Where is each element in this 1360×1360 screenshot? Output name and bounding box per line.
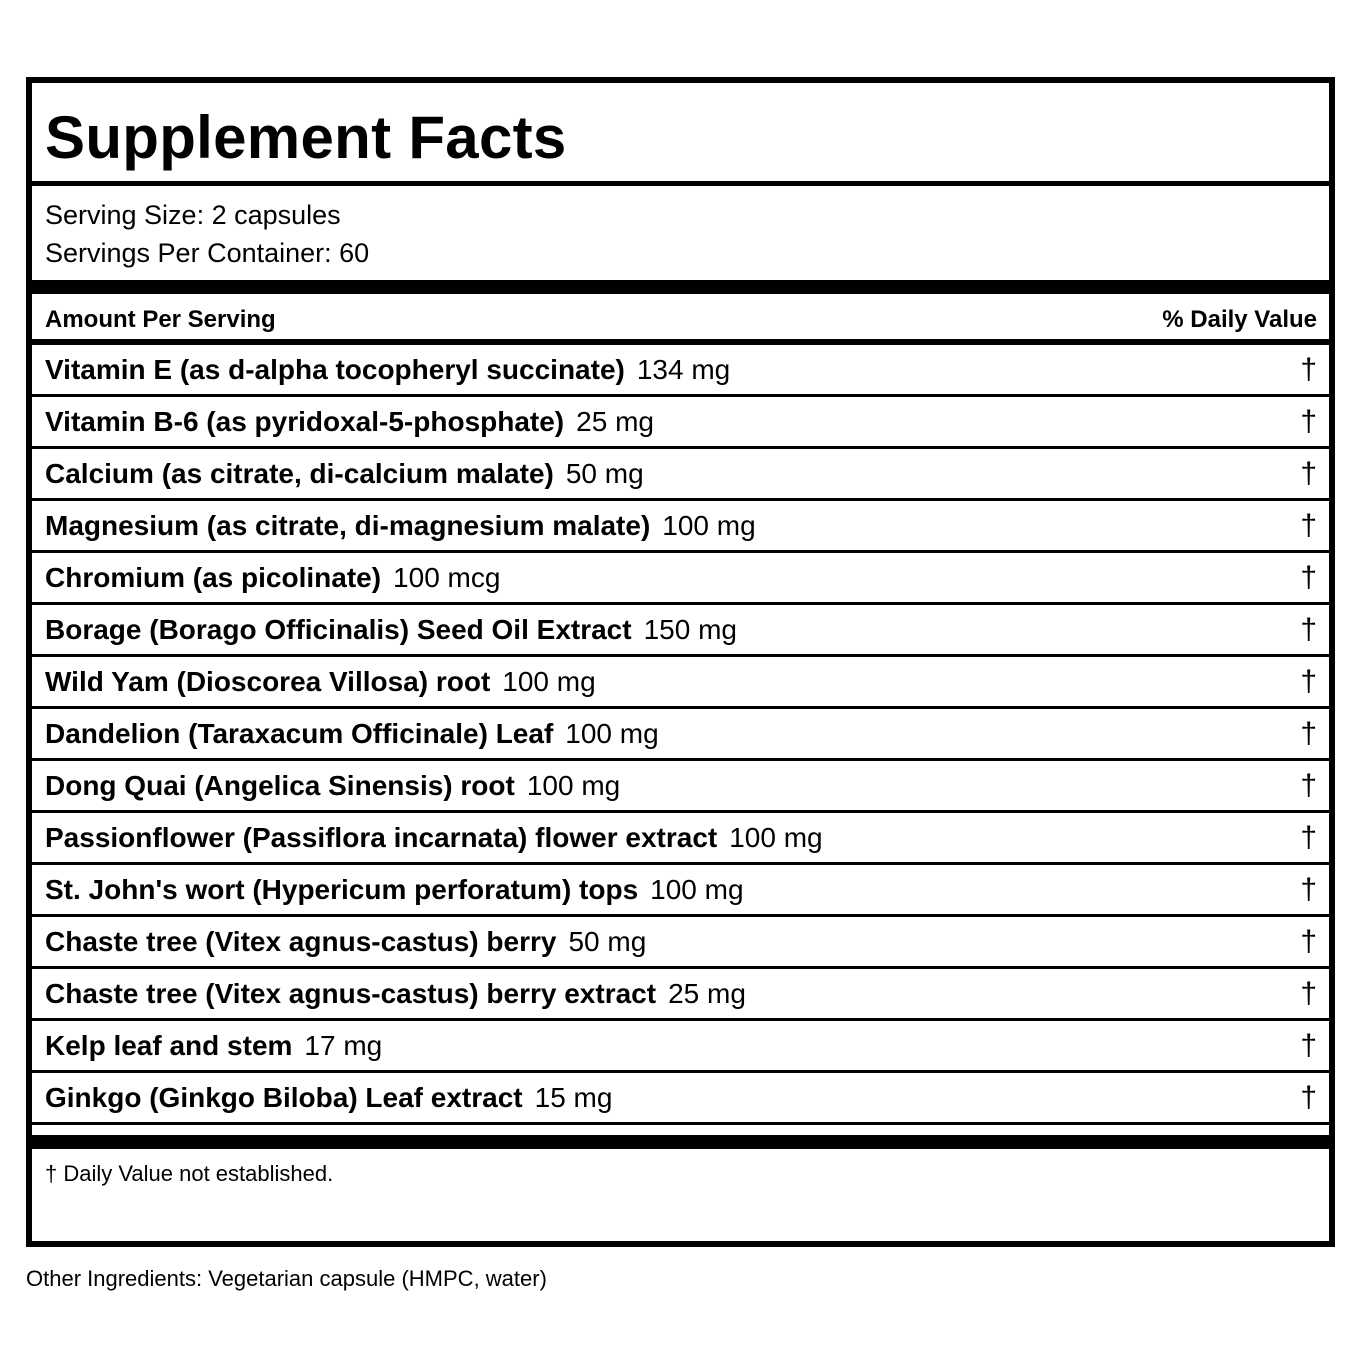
ingredient-name: Dong Quai (Angelica Sinensis) root 100 mg xyxy=(45,770,621,801)
ingredient-name: Chromium (as picolinate) 100 mcg xyxy=(45,562,501,593)
ingredient-amount: 100 mg xyxy=(565,718,659,749)
ingredient-name: Vitamin B-6 (as pyridoxal-5-phosphate) 25 mg xyxy=(45,406,654,437)
dagger-mark: † xyxy=(1300,561,1317,594)
dagger-mark: † xyxy=(1300,821,1317,854)
ingredient-amount: 150 mg xyxy=(643,614,737,645)
ingredient-name: Calcium (as citrate, di-calcium malate) 50 mg xyxy=(45,458,644,489)
dagger-mark: † xyxy=(1300,613,1317,646)
ingredient-amount: 100 mg xyxy=(662,510,756,541)
daily-value-header: % Daily Value xyxy=(1162,306,1317,333)
ingredient-name: St. John's wort (Hypericum perforatum) tops 100 mg xyxy=(45,874,744,905)
ingredient-row xyxy=(32,813,1329,865)
dagger-mark: † xyxy=(1300,1081,1317,1114)
ingredient-amount: 100 mg xyxy=(650,874,744,905)
ingredient-row xyxy=(32,761,1329,813)
ingredient-name: Ginkgo (Ginkgo Biloba) Leaf extract 15 mg xyxy=(45,1082,613,1113)
amount-per-serving-header: Amount Per Serving xyxy=(45,306,276,333)
dagger-mark: † xyxy=(1300,665,1317,698)
ingredient-row xyxy=(32,969,1329,1021)
ingredient-list xyxy=(32,345,1329,1125)
title-divider xyxy=(32,181,1329,186)
ingredient-row xyxy=(32,345,1329,397)
ingredient-row xyxy=(32,657,1329,709)
servings-per-container: Servings Per Container: 60 xyxy=(45,238,370,268)
dagger-mark: † xyxy=(1300,717,1317,750)
ingredient-row xyxy=(32,397,1329,449)
dagger-mark: † xyxy=(1300,405,1317,438)
ingredient-name: Passionflower (Passiflora incarnata) flower extract 100 mg xyxy=(45,822,823,853)
dagger-mark: † xyxy=(1300,977,1317,1010)
ingredient-amount: 50 mg xyxy=(565,458,644,489)
ingredient-row xyxy=(32,553,1329,605)
ingredient-amount: 100 mcg xyxy=(393,562,501,593)
ingredient-name: Vitamin E (as d-alpha tocopheryl succinate) 134 mg xyxy=(45,354,731,385)
ingredient-amount: 100 mg xyxy=(526,770,621,801)
dagger-mark: † xyxy=(1300,457,1317,490)
dagger-mark: † xyxy=(1300,769,1317,802)
amount-header-row xyxy=(45,305,1317,335)
ingredient-name: Kelp leaf and stem 17 mg xyxy=(45,1030,383,1061)
supplement-facts-panel xyxy=(26,77,1335,1247)
ingredient-row xyxy=(32,1021,1329,1073)
ingredient-row xyxy=(32,865,1329,917)
ingredient-amount: 17 mg xyxy=(304,1030,383,1061)
ingredient-name: Chaste tree (Vitex agnus-castus) berry extract 25 mg xyxy=(45,978,746,1009)
panel-title: Supplement Facts xyxy=(45,104,567,171)
ingredient-name: Borage (Borago Officinalis) Seed Oil Extract 150 mg xyxy=(45,614,737,645)
ingredient-amount: 100 mg xyxy=(502,666,596,697)
ingredient-row xyxy=(32,1073,1329,1125)
ingredient-name: Dandelion (Taraxacum Officinale) Leaf 100 mg xyxy=(45,718,659,749)
serving-size: Serving Size: 2 capsules xyxy=(45,200,341,230)
ingredient-amount: 134 mg xyxy=(636,354,731,385)
ingredient-amount: 25 mg xyxy=(668,978,746,1009)
ingredient-name: Chaste tree (Vitex agnus-castus) berry 50 mg xyxy=(45,926,647,957)
ingredient-amount: 25 mg xyxy=(576,406,654,437)
ingredient-row xyxy=(32,501,1329,553)
dagger-mark: † xyxy=(1300,873,1317,906)
ingredient-name: Magnesium (as citrate, di-magnesium malate) 100 mg xyxy=(45,510,756,541)
thick-divider-bottom xyxy=(32,1135,1329,1149)
ingredient-amount: 15 mg xyxy=(534,1082,613,1113)
other-ingredients: Other Ingredients: Vegetarian capsule (HMPC, water) xyxy=(26,1266,547,1291)
ingredient-amount: 100 mg xyxy=(729,822,823,853)
ingredient-name: Wild Yam (Dioscorea Villosa) root 100 mg xyxy=(45,666,596,697)
ingredient-row xyxy=(32,917,1329,969)
ingredient-amount: 50 mg xyxy=(568,926,647,957)
ingredient-row xyxy=(32,709,1329,761)
dagger-mark: † xyxy=(1300,353,1317,386)
dagger-mark: † xyxy=(1300,1029,1317,1062)
ingredient-row xyxy=(32,449,1329,501)
dagger-mark: † xyxy=(1300,925,1317,958)
ingredient-row xyxy=(32,605,1329,657)
thick-divider-top xyxy=(32,280,1329,294)
dagger-mark: † xyxy=(1300,509,1317,542)
daily-value-footnote: † Daily Value not established. xyxy=(45,1161,334,1186)
